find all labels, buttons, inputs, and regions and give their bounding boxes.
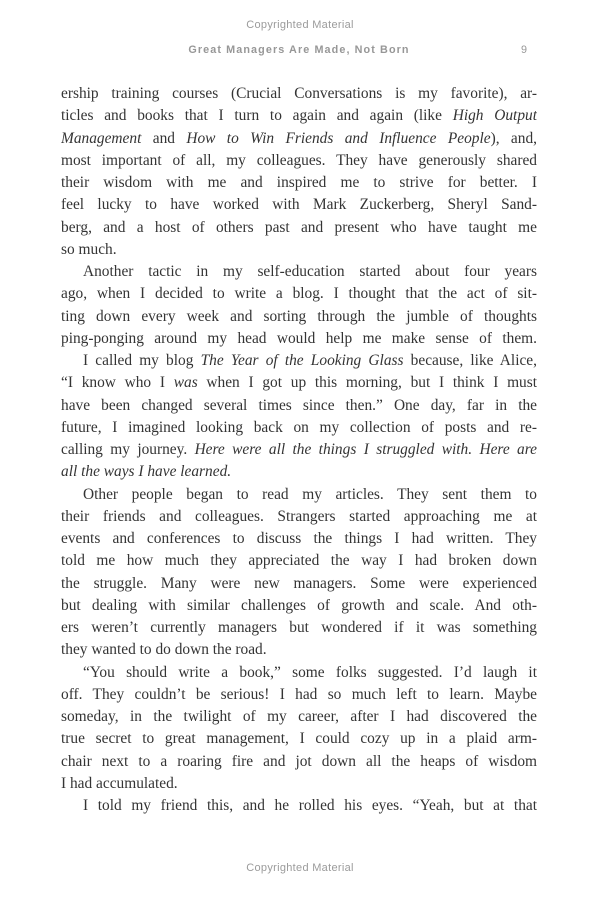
text-line: Another tactic in my self-education started about four years	[83, 263, 537, 280]
running-head-title: Great Managers Are Made, Not Born	[188, 44, 410, 56]
copyright-notice-bottom: Copyrighted Material	[246, 862, 354, 874]
text-line: all the ways I have learned.	[61, 463, 232, 481]
text-line: told me how much they appreciated the way I had broken down	[61, 552, 537, 570]
text-line: I told my friend this, and he rolled his eyes. “Yeah, but at that	[83, 797, 537, 814]
text-line: calling my journey. Here were all the things I struggled with. Here are	[61, 441, 537, 458]
text-line: “I know who I was when I got up this morning, but I think I must	[61, 374, 537, 392]
text-line: the struggle. Many were new managers. Some were experienced	[61, 574, 537, 592]
text-line: I called my blog The Year of the Looking Glass because, like Alice,	[83, 352, 537, 369]
text-line: ting down every week and sorting through the jumble of thoughts	[61, 307, 537, 325]
text-line: ping-ponging around my head would help me make sense of them.	[61, 329, 537, 347]
text-line: chair next to a roaring fire and jot down all the heaps of wisdom	[61, 752, 537, 770]
text-line: events and conferences to discuss the things I had written. They	[61, 530, 537, 547]
text-line: so much.	[61, 240, 117, 258]
text-line: most important of all, my colleagues. They have generously shared	[61, 151, 537, 169]
text-line: ago, when I decided to write a blog. I thought that the act of sit-	[61, 285, 537, 303]
text-line: ticles and books that I turn to again and again (like High Output	[61, 107, 537, 125]
text-line: Management and How to Win Friends and Influence People), and,	[61, 129, 537, 147]
text-line: Other people began to read my articles. They sent them to	[83, 485, 537, 503]
text-line: berg, and a host of others past and present who have taught me	[61, 218, 537, 236]
text-line: someday, in the twilight of my career, after I had discovered the	[61, 708, 537, 725]
text-line: their friends and colleagues. Strangers started approaching me at	[61, 507, 537, 525]
text-line: have been changed several times since then.” One day, far in the	[61, 396, 537, 414]
page-number: 9	[520, 44, 527, 56]
text-line: their wisdom with me and inspired me to strive for better. I	[61, 174, 537, 191]
text-line: “You should write a book,” some folks suggested. I’d laugh it	[83, 663, 537, 681]
body-text	[61, 83, 537, 817]
text-line: true secret to great management, I could cozy up in a plaid arm-	[61, 730, 537, 748]
text-line: I had accumulated.	[61, 774, 178, 792]
text-line: off. They couldn’t be serious! I had so much left to learn. Maybe	[61, 685, 537, 703]
text-line: ers weren’t currently managers but wondered if it was something	[61, 619, 537, 636]
text-line: ership training courses (Crucial Conversations is my favorite), ar-	[61, 85, 537, 102]
text-line: future, I imagined looking back on my collection of posts and re-	[61, 418, 537, 436]
copyright-notice-top: Copyrighted Material	[246, 19, 354, 31]
text-line: they wanted to do down the road.	[61, 641, 267, 659]
text-line: but dealing with similar challenges of growth and scale. And oth-	[61, 596, 537, 614]
running-header	[61, 44, 537, 56]
text-line: feel lucky to have worked with Mark Zuckerberg, Sheryl Sand-	[61, 196, 537, 214]
